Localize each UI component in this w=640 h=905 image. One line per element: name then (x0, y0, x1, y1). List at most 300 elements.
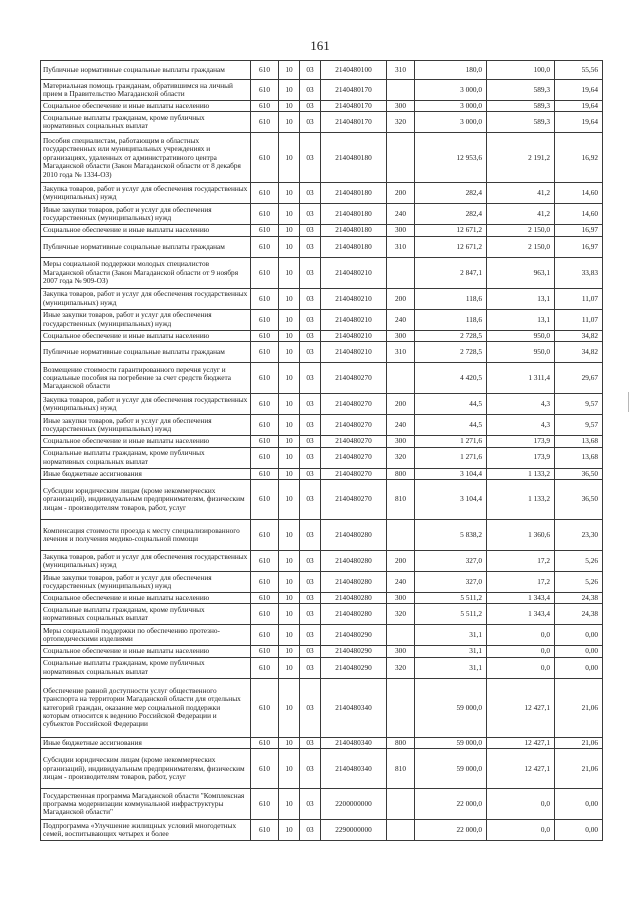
row-executed-amount: 0,0 (487, 657, 555, 678)
table-row (41, 436, 603, 447)
row-planned-amount: 3 000,0 (415, 101, 487, 112)
table-row (41, 657, 603, 678)
row-section-code: 10 (279, 820, 300, 841)
row-target-article: 2140480290 (321, 646, 387, 657)
row-planned-amount: 282,4 (415, 183, 487, 204)
row-executed-amount: 0,0 (487, 646, 555, 657)
row-expense-type: 320 (387, 447, 415, 468)
row-execution-percent: 9,57 (555, 394, 603, 415)
row-ved-code: 610 (251, 101, 279, 112)
row-executed-amount: 17,2 (487, 572, 555, 593)
row-subsection-code: 03 (300, 480, 321, 520)
row-executed-amount: 0,0 (487, 789, 555, 820)
row-execution-percent: 0,00 (555, 625, 603, 646)
row-section-code: 10 (279, 288, 300, 309)
row-executed-amount: 1 343,4 (487, 593, 555, 604)
row-executed-amount: 13,1 (487, 288, 555, 309)
row-executed-amount: 4,3 (487, 394, 555, 415)
table-row (41, 288, 603, 309)
row-execution-percent: 55,56 (555, 61, 603, 80)
row-ved-code: 610 (251, 749, 279, 789)
row-executed-amount: 100,0 (487, 61, 555, 80)
row-ved-code: 610 (251, 363, 279, 394)
row-executed-amount: 950,0 (487, 330, 555, 341)
row-execution-percent: 11,07 (555, 288, 603, 309)
row-target-article: 2140480340 (321, 749, 387, 789)
row-execution-percent: 5,26 (555, 551, 603, 572)
row-execution-percent: 19,64 (555, 80, 603, 101)
row-name: Публичные нормативные социальные выплаты гражданам (41, 61, 251, 80)
row-execution-percent: 11,07 (555, 309, 603, 330)
row-executed-amount: 950,0 (487, 342, 555, 363)
row-section-code: 10 (279, 257, 300, 288)
row-name: Социальное обеспечение и иные выплаты населению (41, 436, 251, 447)
row-target-article: 2140480280 (321, 593, 387, 604)
row-ved-code: 610 (251, 520, 279, 551)
row-name: Социальное обеспечение и иные выплаты населению (41, 330, 251, 341)
row-subsection-code: 03 (300, 342, 321, 363)
row-section-code: 10 (279, 101, 300, 112)
row-planned-amount: 31,1 (415, 625, 487, 646)
row-ved-code: 610 (251, 183, 279, 204)
row-expense-type: 200 (387, 183, 415, 204)
row-execution-percent: 14,60 (555, 204, 603, 225)
row-execution-percent: 16,92 (555, 133, 603, 183)
row-target-article: 2140480210 (321, 288, 387, 309)
scan-edge-mark (628, 392, 629, 412)
row-execution-percent: 5,26 (555, 572, 603, 593)
table-row (41, 330, 603, 341)
row-subsection-code: 03 (300, 288, 321, 309)
row-section-code: 10 (279, 572, 300, 593)
row-expense-type (387, 363, 415, 394)
row-target-article: 2140480270 (321, 394, 387, 415)
row-section-code: 10 (279, 678, 300, 737)
row-target-article: 2140480180 (321, 225, 387, 236)
row-name: Закупка товаров, работ и услуг для обеспечения государственных (муниципальных) нужд (41, 394, 251, 415)
row-name: Социальные выплаты гражданам, кроме публичных нормативных социальных выплат (41, 112, 251, 133)
row-executed-amount: 589,3 (487, 112, 555, 133)
row-target-article: 2140480170 (321, 101, 387, 112)
row-executed-amount: 2 191,2 (487, 133, 555, 183)
row-section-code: 10 (279, 330, 300, 341)
table-row (41, 61, 603, 80)
row-expense-type: 310 (387, 236, 415, 257)
row-expense-type: 300 (387, 436, 415, 447)
row-ved-code: 610 (251, 447, 279, 468)
row-name: Материальная помощь гражданам, обратившимся на личный прием в Правительство Магаданской области (41, 80, 251, 101)
row-expense-type (387, 80, 415, 101)
row-name: Субсидии юридическим лицам (кроме некоммерческих организаций), индивидуальным предпринимателям, физическим лицам - производителям товаров, работ, услуг (41, 749, 251, 789)
row-expense-type (387, 133, 415, 183)
row-target-article: 2140480210 (321, 342, 387, 363)
row-planned-amount: 59 000,0 (415, 737, 487, 748)
table-row (41, 183, 603, 204)
row-ved-code: 610 (251, 394, 279, 415)
row-expense-type: 240 (387, 204, 415, 225)
row-expense-type: 300 (387, 330, 415, 341)
row-name: Пособия специалистам, работающим в областных государственных или муниципальных учреждениях и организациях, удаленных от административного центра Магаданской области (Закон Магаданской области от 8 декабря 2010 года № 1334-ОЗ) (41, 133, 251, 183)
row-name: Социальные выплаты гражданам, кроме публичных нормативных социальных выплат (41, 657, 251, 678)
row-planned-amount: 5 511,2 (415, 604, 487, 625)
table-row (41, 342, 603, 363)
row-expense-type: 810 (387, 480, 415, 520)
table-row (41, 112, 603, 133)
row-execution-percent: 0,00 (555, 820, 603, 841)
row-ved-code: 610 (251, 657, 279, 678)
row-target-article: 2140480280 (321, 572, 387, 593)
table-row (41, 236, 603, 257)
row-expense-type (387, 820, 415, 841)
row-name: Компенсация стоимости проезда к месту специализированного лечения и получения медико-социальной помощи (41, 520, 251, 551)
row-ved-code: 610 (251, 342, 279, 363)
row-subsection-code: 03 (300, 657, 321, 678)
row-planned-amount: 2 728,5 (415, 330, 487, 341)
row-name: Социальное обеспечение и иные выплаты населению (41, 593, 251, 604)
table-row (41, 737, 603, 748)
row-ved-code: 610 (251, 61, 279, 80)
row-subsection-code: 03 (300, 625, 321, 646)
row-planned-amount: 12 953,6 (415, 133, 487, 183)
row-subsection-code: 03 (300, 447, 321, 468)
row-section-code: 10 (279, 657, 300, 678)
row-ved-code: 610 (251, 236, 279, 257)
row-subsection-code: 03 (300, 363, 321, 394)
row-planned-amount: 327,0 (415, 572, 487, 593)
row-name: Возмещение стоимости гарантированного перечня услуг и социальные пособия на погребение за счет средств бюджета Магаданской области (41, 363, 251, 394)
row-subsection-code: 03 (300, 204, 321, 225)
row-execution-percent: 23,30 (555, 520, 603, 551)
row-planned-amount: 22 000,0 (415, 789, 487, 820)
row-target-article: 2140480270 (321, 436, 387, 447)
row-planned-amount: 180,0 (415, 61, 487, 80)
row-subsection-code: 03 (300, 820, 321, 841)
row-subsection-code: 03 (300, 468, 321, 479)
row-subsection-code: 03 (300, 604, 321, 625)
row-executed-amount: 963,1 (487, 257, 555, 288)
row-target-article: 2140480180 (321, 204, 387, 225)
table-row (41, 604, 603, 625)
row-target-article: 2140480170 (321, 112, 387, 133)
row-ved-code: 610 (251, 80, 279, 101)
row-expense-type (387, 789, 415, 820)
row-expense-type: 240 (387, 309, 415, 330)
row-target-article: 2140480210 (321, 309, 387, 330)
row-subsection-code: 03 (300, 394, 321, 415)
row-target-article: 2140480280 (321, 551, 387, 572)
row-subsection-code: 03 (300, 80, 321, 101)
row-planned-amount: 5 511,2 (415, 593, 487, 604)
row-execution-percent: 9,57 (555, 415, 603, 436)
table-row (41, 101, 603, 112)
row-section-code: 10 (279, 447, 300, 468)
row-ved-code: 610 (251, 820, 279, 841)
row-subsection-code: 03 (300, 749, 321, 789)
row-expense-type: 320 (387, 112, 415, 133)
row-section-code: 10 (279, 625, 300, 646)
row-ved-code: 610 (251, 646, 279, 657)
row-expense-type: 200 (387, 551, 415, 572)
row-name: Меры социальной поддержки молодых специалистов Магаданской области (Закон Магаданской области от 9 ноября 2007 года № 909-ОЗ) (41, 257, 251, 288)
row-executed-amount: 12 427,1 (487, 749, 555, 789)
row-planned-amount: 327,0 (415, 551, 487, 572)
row-execution-percent: 29,67 (555, 363, 603, 394)
table-row (41, 394, 603, 415)
row-execution-percent: 0,00 (555, 657, 603, 678)
row-section-code: 10 (279, 737, 300, 748)
row-subsection-code: 03 (300, 133, 321, 183)
table-row (41, 363, 603, 394)
row-expense-type: 310 (387, 61, 415, 80)
budget-table (40, 60, 603, 841)
row-planned-amount: 44,5 (415, 415, 487, 436)
table-row (41, 678, 603, 737)
row-section-code: 10 (279, 789, 300, 820)
table-row (41, 415, 603, 436)
table-row (41, 257, 603, 288)
row-planned-amount: 12 671,2 (415, 225, 487, 236)
row-ved-code: 610 (251, 593, 279, 604)
row-name: Социальное обеспечение и иные выплаты населению (41, 646, 251, 657)
row-expense-type: 310 (387, 342, 415, 363)
row-subsection-code: 03 (300, 330, 321, 341)
row-executed-amount: 1 343,4 (487, 604, 555, 625)
row-expense-type: 320 (387, 657, 415, 678)
row-target-article: 2290000000 (321, 820, 387, 841)
row-execution-percent: 16,97 (555, 225, 603, 236)
row-planned-amount: 5 838,2 (415, 520, 487, 551)
row-section-code: 10 (279, 394, 300, 415)
row-name: Субсидии юридическим лицам (кроме некоммерческих организаций), индивидуальным предпринимателям, физическим лицам - производителям товаров, работ, услуг (41, 480, 251, 520)
row-target-article: 2140480270 (321, 363, 387, 394)
row-expense-type (387, 678, 415, 737)
row-name: Публичные нормативные социальные выплаты гражданам (41, 236, 251, 257)
row-target-article: 2140480180 (321, 183, 387, 204)
row-section-code: 10 (279, 363, 300, 394)
row-section-code: 10 (279, 415, 300, 436)
row-expense-type: 240 (387, 572, 415, 593)
table-row (41, 520, 603, 551)
row-subsection-code: 03 (300, 678, 321, 737)
row-execution-percent: 16,97 (555, 236, 603, 257)
row-expense-type (387, 625, 415, 646)
row-ved-code: 610 (251, 309, 279, 330)
row-section-code: 10 (279, 480, 300, 520)
row-executed-amount: 1 360,6 (487, 520, 555, 551)
row-target-article: 2140480290 (321, 625, 387, 646)
row-section-code: 10 (279, 551, 300, 572)
row-planned-amount: 118,6 (415, 288, 487, 309)
row-name: Иные закупки товаров, работ и услуг для обеспечения государственных (муниципальных) нужд (41, 572, 251, 593)
row-name: Социальные выплаты гражданам, кроме публичных нормативных социальных выплат (41, 604, 251, 625)
table-row (41, 593, 603, 604)
row-section-code: 10 (279, 604, 300, 625)
row-section-code: 10 (279, 61, 300, 80)
row-subsection-code: 03 (300, 236, 321, 257)
row-name: Закупка товаров, работ и услуг для обеспечения государственных (муниципальных) нужд (41, 288, 251, 309)
row-ved-code: 610 (251, 204, 279, 225)
row-ved-code: 610 (251, 133, 279, 183)
table-row (41, 80, 603, 101)
row-executed-amount: 173,9 (487, 436, 555, 447)
row-name: Подпрограмма «Улучшение жилищных условий многодетных семей, воспитывающих четырех и более (41, 820, 251, 841)
row-ved-code: 610 (251, 480, 279, 520)
row-planned-amount: 22 000,0 (415, 820, 487, 841)
row-subsection-code: 03 (300, 183, 321, 204)
row-executed-amount: 4,3 (487, 415, 555, 436)
row-section-code: 10 (279, 133, 300, 183)
row-section-code: 10 (279, 225, 300, 236)
row-planned-amount: 31,1 (415, 657, 487, 678)
row-subsection-code: 03 (300, 572, 321, 593)
row-target-article: 2140480270 (321, 480, 387, 520)
row-ved-code: 610 (251, 225, 279, 236)
row-subsection-code: 03 (300, 737, 321, 748)
table-row (41, 572, 603, 593)
row-executed-amount: 173,9 (487, 447, 555, 468)
row-ved-code: 610 (251, 625, 279, 646)
row-planned-amount: 3 104,4 (415, 480, 487, 520)
row-subsection-code: 03 (300, 593, 321, 604)
row-executed-amount: 589,3 (487, 80, 555, 101)
row-name: Социальные выплаты гражданам, кроме публичных нормативных социальных выплат (41, 447, 251, 468)
row-ved-code: 610 (251, 288, 279, 309)
row-executed-amount: 17,2 (487, 551, 555, 572)
row-subsection-code: 03 (300, 309, 321, 330)
table-row (41, 468, 603, 479)
row-expense-type: 240 (387, 415, 415, 436)
row-name: Государственная программа Магаданской области "Комплексная программа модернизации коммунальной инфраструктуры Магаданской области" (41, 789, 251, 820)
row-subsection-code: 03 (300, 112, 321, 133)
row-expense-type: 300 (387, 593, 415, 604)
row-planned-amount: 2 728,5 (415, 342, 487, 363)
row-target-article: 2140480340 (321, 678, 387, 737)
row-name: Закупка товаров, работ и услуг для обеспечения государственных (муниципальных) нужд (41, 551, 251, 572)
row-executed-amount: 589,3 (487, 101, 555, 112)
row-expense-type: 800 (387, 737, 415, 748)
row-planned-amount: 3 000,0 (415, 112, 487, 133)
row-executed-amount: 12 427,1 (487, 678, 555, 737)
row-target-article: 2140480210 (321, 330, 387, 341)
row-executed-amount: 41,2 (487, 204, 555, 225)
row-target-article: 2200000000 (321, 789, 387, 820)
row-target-article: 2140480280 (321, 520, 387, 551)
row-subsection-code: 03 (300, 225, 321, 236)
row-planned-amount: 59 000,0 (415, 749, 487, 789)
row-section-code: 10 (279, 80, 300, 101)
row-expense-type: 300 (387, 101, 415, 112)
row-planned-amount: 282,4 (415, 204, 487, 225)
table-row (41, 789, 603, 820)
table-row (41, 551, 603, 572)
table-row (41, 646, 603, 657)
row-section-code: 10 (279, 520, 300, 551)
row-name: Иные закупки товаров, работ и услуг для обеспечения государственных (муниципальных) нужд (41, 415, 251, 436)
row-ved-code: 610 (251, 572, 279, 593)
row-executed-amount: 0,0 (487, 820, 555, 841)
row-executed-amount: 13,1 (487, 309, 555, 330)
row-execution-percent: 0,00 (555, 646, 603, 657)
row-subsection-code: 03 (300, 646, 321, 657)
row-name: Иные бюджетные ассигнования (41, 468, 251, 479)
page-number: 161 (310, 38, 330, 53)
row-executed-amount: 2 150,0 (487, 225, 555, 236)
row-section-code: 10 (279, 646, 300, 657)
row-subsection-code: 03 (300, 61, 321, 80)
row-name: Меры социальной поддержки по обеспечению протезно-ортопедическими изделиями (41, 625, 251, 646)
row-execution-percent: 34,82 (555, 330, 603, 341)
row-target-article: 2140480270 (321, 468, 387, 479)
row-executed-amount: 1 311,4 (487, 363, 555, 394)
row-name: Иные бюджетные ассигнования (41, 737, 251, 748)
table-row (41, 820, 603, 841)
row-planned-amount: 59 000,0 (415, 678, 487, 737)
row-section-code: 10 (279, 309, 300, 330)
row-planned-amount: 118,6 (415, 309, 487, 330)
row-execution-percent: 19,64 (555, 101, 603, 112)
row-execution-percent: 34,82 (555, 342, 603, 363)
row-name: Обеспечение равной доступности услуг общественного транспорта на территории Магаданской области для отдельных категорий граждан, оказание мер социальной поддержки которым относится к ведению Российской Федерации и субъектов Российской Федерации (41, 678, 251, 737)
row-ved-code: 610 (251, 468, 279, 479)
row-expense-type: 810 (387, 749, 415, 789)
row-subsection-code: 03 (300, 789, 321, 820)
table-row (41, 480, 603, 520)
row-subsection-code: 03 (300, 257, 321, 288)
row-ved-code: 610 (251, 737, 279, 748)
row-execution-percent: 13,68 (555, 436, 603, 447)
row-executed-amount: 41,2 (487, 183, 555, 204)
row-section-code: 10 (279, 112, 300, 133)
row-planned-amount: 1 271,6 (415, 447, 487, 468)
row-planned-amount: 1 271,6 (415, 436, 487, 447)
row-execution-percent: 33,83 (555, 257, 603, 288)
table-row (41, 309, 603, 330)
row-execution-percent: 19,64 (555, 112, 603, 133)
row-expense-type: 300 (387, 225, 415, 236)
row-expense-type (387, 520, 415, 551)
row-planned-amount: 31,1 (415, 646, 487, 657)
row-expense-type: 320 (387, 604, 415, 625)
row-planned-amount: 3 000,0 (415, 80, 487, 101)
row-execution-percent: 24,38 (555, 604, 603, 625)
row-subsection-code: 03 (300, 520, 321, 551)
row-execution-percent: 0,00 (555, 789, 603, 820)
row-execution-percent: 13,68 (555, 447, 603, 468)
row-execution-percent: 24,38 (555, 593, 603, 604)
row-target-article: 2140480180 (321, 236, 387, 257)
row-expense-type: 200 (387, 394, 415, 415)
row-target-article: 2140480170 (321, 80, 387, 101)
row-name: Закупка товаров, работ и услуг для обеспечения государственных (муниципальных) нужд (41, 183, 251, 204)
row-execution-percent: 14,60 (555, 183, 603, 204)
row-execution-percent: 21,06 (555, 678, 603, 737)
row-ved-code: 610 (251, 789, 279, 820)
row-name: Иные закупки товаров, работ и услуг для обеспечения государственных (муниципальных) нужд (41, 309, 251, 330)
row-section-code: 10 (279, 468, 300, 479)
row-target-article: 2140480290 (321, 657, 387, 678)
row-ved-code: 610 (251, 415, 279, 436)
table-row (41, 749, 603, 789)
row-section-code: 10 (279, 183, 300, 204)
row-name: Социальное обеспечение и иные выплаты населению (41, 101, 251, 112)
row-target-article: 2140480100 (321, 61, 387, 80)
table-row (41, 447, 603, 468)
row-subsection-code: 03 (300, 551, 321, 572)
row-planned-amount: 2 847,1 (415, 257, 487, 288)
row-target-article: 2140480270 (321, 415, 387, 436)
row-execution-percent: 21,06 (555, 737, 603, 748)
row-expense-type: 200 (387, 288, 415, 309)
